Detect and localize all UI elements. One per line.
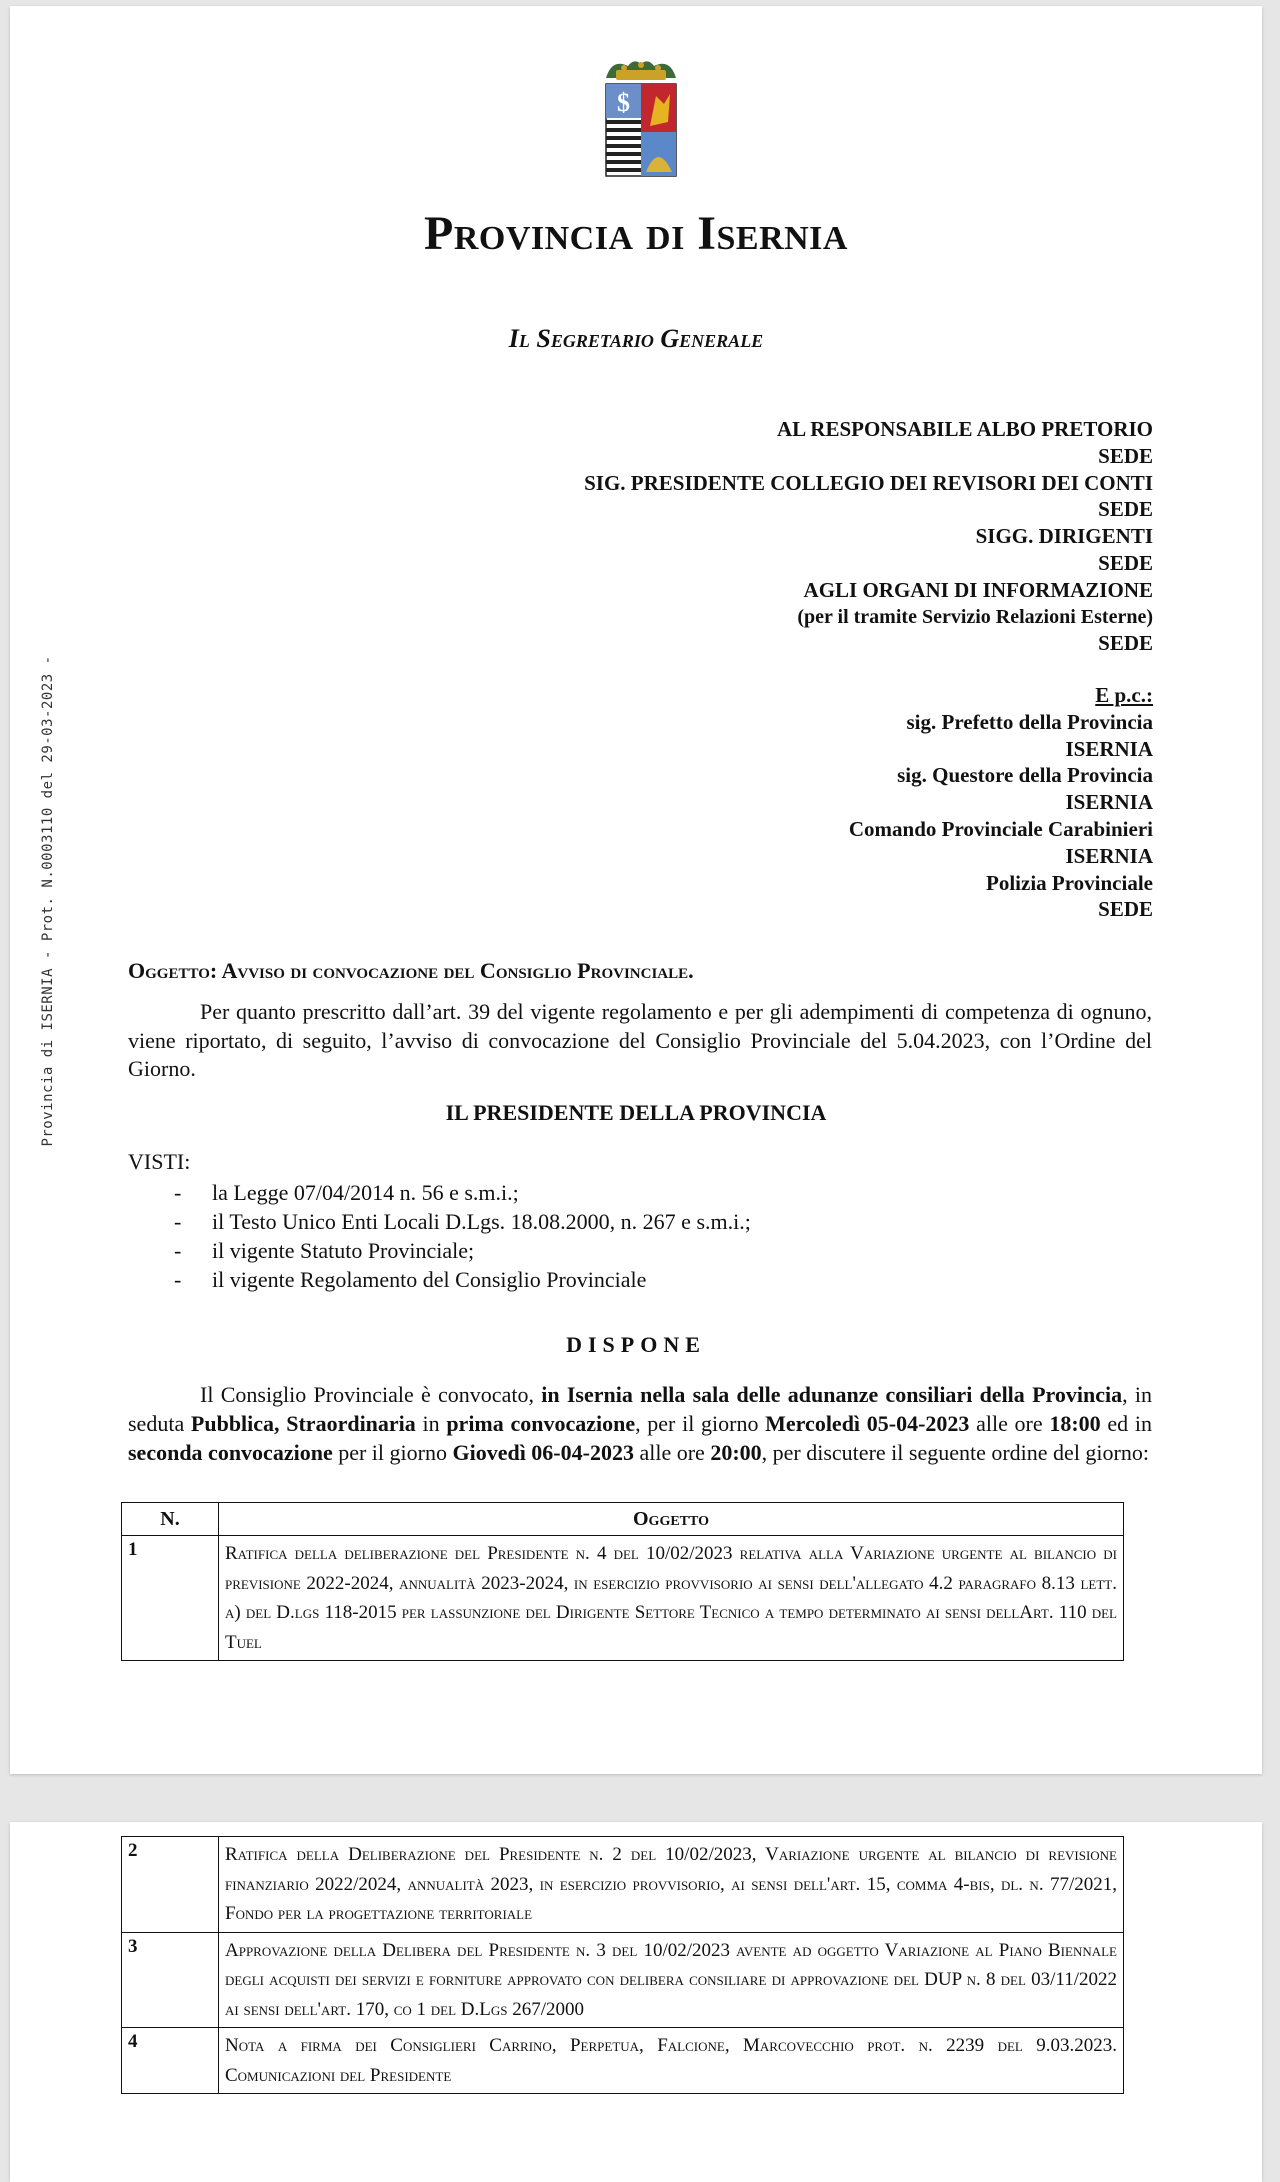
recipient-line: (per il tramite Servizio Relazioni Esterne) (797, 605, 1153, 628)
document-page-1 (10, 6, 1262, 1774)
president-heading: IL PRESIDENTE DELLA PROVINCIA (445, 1100, 827, 1125)
agenda-item-text: Ratifica della Deliberazione del Presidente n. 2 del 10/02/2023, Variazione urgente al bilancio di revisione finanziario 2022/2024, annualità 2023, in esercizio provvisorio, ai sensi dell'art. 15, comma 4-bis, dl. n. 77/2021, Fondo per la progettazione territoriale (219, 1837, 1124, 1933)
recipient-line: SEDE (1098, 550, 1153, 575)
document-subtitle: Il Segretario Generale (508, 324, 764, 353)
table-row (122, 1932, 1124, 2028)
list-item: - il vigente Statuto Provinciale; (174, 1238, 475, 1263)
recipients-block (584, 416, 1153, 657)
recipient-line: AGLI ORGANI DI INFORMAZIONE (803, 577, 1153, 602)
cc-line: ISERNIA (1065, 790, 1153, 815)
agenda-item-text: Ratifica della deliberazione del Presidente n. 4 del 10/02/2023 relativa alla Variazione urgente al bilancio di previsione 2022-2024, annualità 2023-2024, in esercizio provvisorio ai sensi dell'allegato 4.2 paragrafo 8.13 lett. a) del D.lgs 118-2015 per lassunzione del Dirigente Settore Tecnico a tempo determinato ai sensi dellArt. 110 del Tuel (219, 1536, 1124, 1661)
column-header-number: N. (122, 1503, 219, 1536)
recipient-line: SEDE (1098, 497, 1153, 522)
cc-line: ISERNIA (1065, 843, 1153, 868)
protocol-stamp: Provincia di ISERNIA - Prot. N.0003110 del 29-03-2023 - (40, 655, 56, 1147)
agenda-item-number: 2 (122, 1837, 219, 1933)
list-item: - il vigente Regolamento del Consiglio Provinciale (174, 1267, 647, 1292)
table-row (122, 1837, 1124, 1933)
table-row (122, 2028, 1124, 2094)
recipient-line: SIG. PRESIDENTE COLLEGIO DEI REVISORI DEI CONTI (584, 470, 1153, 495)
cc-line: sig. Prefetto della Provincia (906, 709, 1153, 734)
agenda-item-text: Nota a firma dei Consiglieri Carrino, Perpetua, Falcione, Marcovecchio prot. n. 2239 del 9.03.2023. Comunicazioni del Presidente (219, 2028, 1124, 2094)
cc-line: Polizia Provinciale (986, 870, 1153, 895)
cc-line: Comando Provinciale Carabinieri (848, 816, 1153, 841)
cc-line: SEDE (1098, 897, 1153, 922)
table-row (122, 1536, 1124, 1661)
recipient-line: SEDE (1098, 631, 1153, 656)
intro-paragraph: Per quanto prescritto dall’art. 39 del vigente regolamento e per gli adempimenti di competenza di ognuno, viene riportato, di seguito, l’avviso di convocazione del Consiglio Provinciale del 5.04.2023, con l’Ordine del Giorno. (128, 999, 1152, 1081)
document-title: Provincia di Isernia (424, 207, 848, 260)
table-header-row (122, 1503, 1124, 1536)
recipient-line: SEDE (1098, 443, 1153, 468)
subject-line: Oggetto: Avviso di convocazione del Consiglio Provinciale. (128, 958, 694, 983)
agenda-table (121, 1502, 1124, 1661)
column-header-subject: Oggetto (219, 1503, 1124, 1536)
cc-block (849, 682, 1153, 923)
dispone-heading: DISPONE (566, 1332, 706, 1357)
list-item: - la Legge 07/04/2014 n. 56 e s.m.i.; (174, 1180, 519, 1205)
recipient-line: AL RESPONSABILE ALBO PRETORIO (777, 417, 1153, 441)
agenda-table-continued (121, 1836, 1124, 2094)
cc-line: ISERNIA (1065, 736, 1153, 761)
agenda-item-number: 3 (122, 1932, 219, 2028)
cc-line: sig. Questore della Provincia (897, 763, 1153, 788)
province-coat-of-arms (598, 56, 684, 182)
agenda-item-text: Approvazione della Delibera del Presidente n. 3 del 10/02/2023 avente ad oggetto Variazione al Piano Biennale degli acquisti dei servizi e forniture approvato con delibera consiliare di approvazione del DUP n. 8 del 03/11/2022 ai sensi dell'art. 170, co 1 del D.Lgs 267/2000 (219, 1932, 1124, 2028)
recipient-line: SIGG. DIRIGENTI (975, 524, 1153, 549)
agenda-item-number: 4 (122, 2028, 219, 2094)
list-item: - il Testo Unico Enti Locali D.Lgs. 18.08.2000, n. 267 e s.m.i.; (174, 1209, 751, 1234)
svg-text:$: $ (617, 88, 630, 117)
document-page-2 (10, 1822, 1262, 2182)
cc-heading: E p.c.: (1095, 683, 1153, 707)
visti-label: VISTI: (128, 1149, 191, 1174)
visti-list (128, 1178, 751, 1294)
convocation-paragraph: Il Consiglio Provinciale è convocato, in Isernia nella sala delle adunanze consiliari della Provincia, in seduta Pubblica, Straordinaria in prima convocazione, per il giorno Mercoledì 05-04-2023 alle ore 18:00 ed in seconda convocazione per il giorno Giovedì 06-04-2023 alle ore 20:00, per discutere il seguente ordine del giorno: (128, 1382, 1152, 1465)
agenda-item-number: 1 (122, 1536, 219, 1661)
